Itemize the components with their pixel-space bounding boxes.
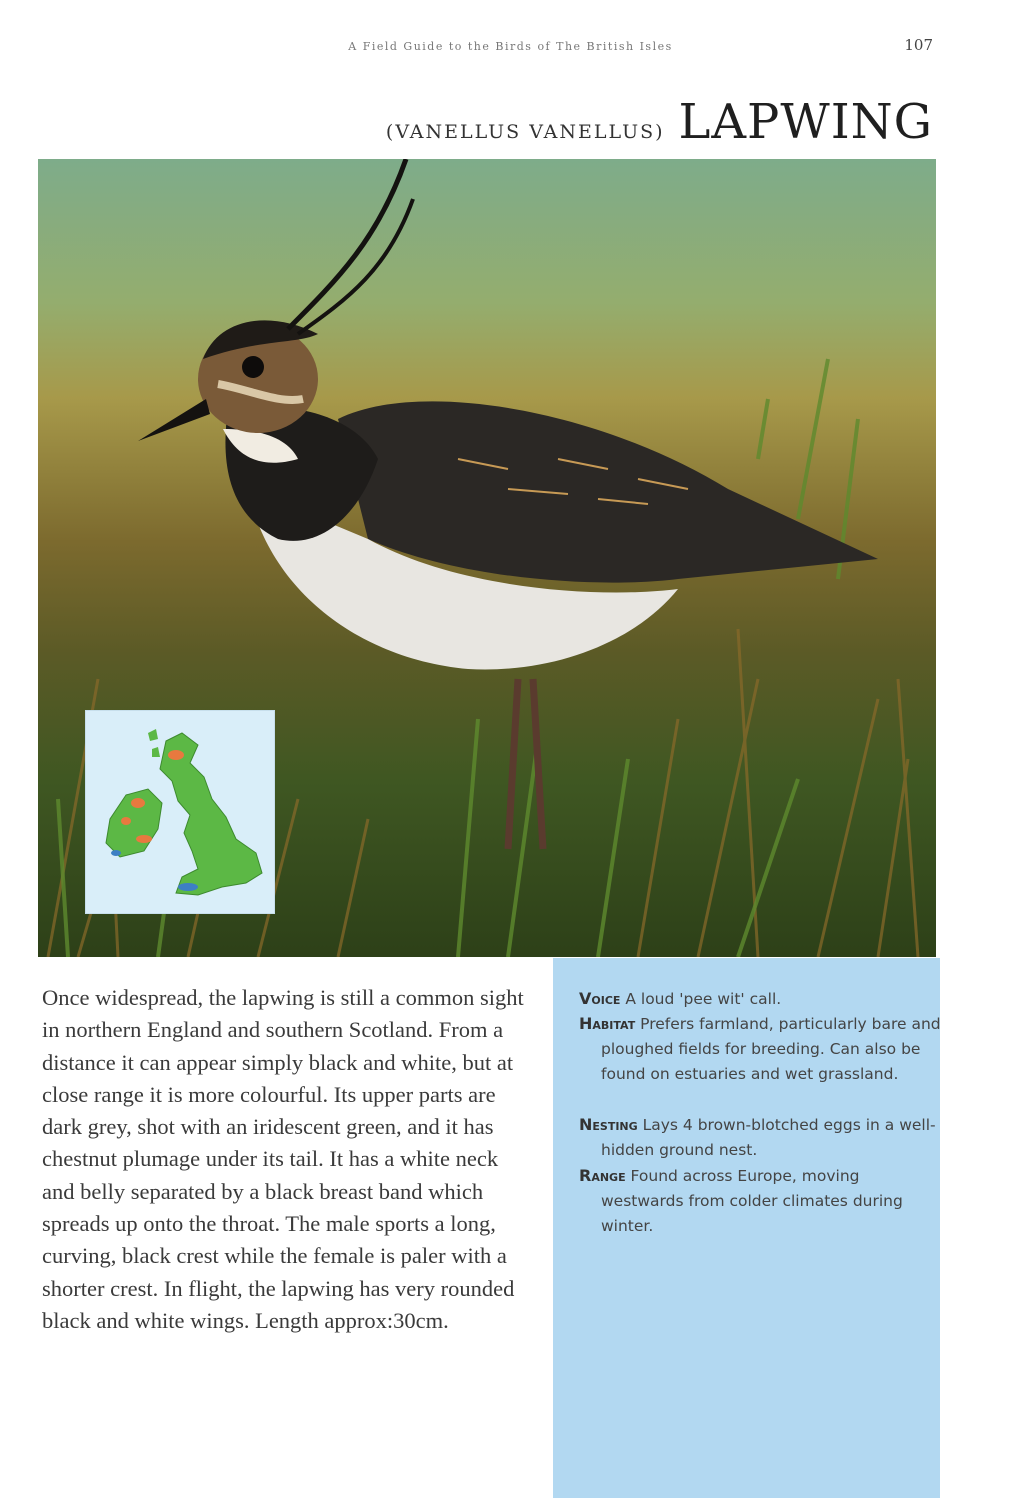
page-number: 107 <box>904 36 933 54</box>
species-description: Once widespread, the lapwing is still a common sight in northern England and southern Scotland. From a distance it can appear simply black and white, but at close range it is more colourful. Its upper parts are dark grey, shot with an iridescent green, and it has chestnut plumage under its tail. It has a white neck and belly separated by a black breast band which spreads up onto the throat. The male sports a long, curving, black crest while the female is paler with a shorter crest. In flight, the lapwing has very rounded black and white wings. Length approx:30cm. <box>42 985 524 1333</box>
fact-panel <box>553 958 940 1498</box>
range-map <box>85 710 275 914</box>
fact-habitat <box>579 1011 941 1087</box>
fact-nesting-label: Nesting <box>579 1115 638 1134</box>
fact-voice-text: A loud 'pee wit' call. <box>625 990 782 1008</box>
fact-range <box>579 1163 941 1239</box>
british-isles-map <box>86 711 274 913</box>
latin-name: (VANELLUS VANELLUS) <box>385 121 665 143</box>
fact-habitat-label: Habitat <box>579 1014 636 1033</box>
species-title <box>386 94 933 150</box>
fact-nesting <box>579 1112 941 1163</box>
fact-nesting-text: Lays 4 brown-blotched eggs in a well-hidden ground nest. <box>601 1116 936 1159</box>
fact-range-label: Range <box>579 1166 626 1185</box>
fact-range-text: Found across Europe, moving westwards from colder climates during winter. <box>601 1167 903 1235</box>
common-name: LAPWING <box>678 94 933 150</box>
fact-voice-label: Voice <box>579 989 621 1008</box>
fact-voice <box>579 986 941 1012</box>
running-head: A Field Guide to the Birds of The British Isles <box>348 40 673 53</box>
fact-habitat-text: Prefers farmland, particularly bare and ploughed fields for breeding. Can also be found on estuaries and wet grassland. <box>601 1015 941 1083</box>
